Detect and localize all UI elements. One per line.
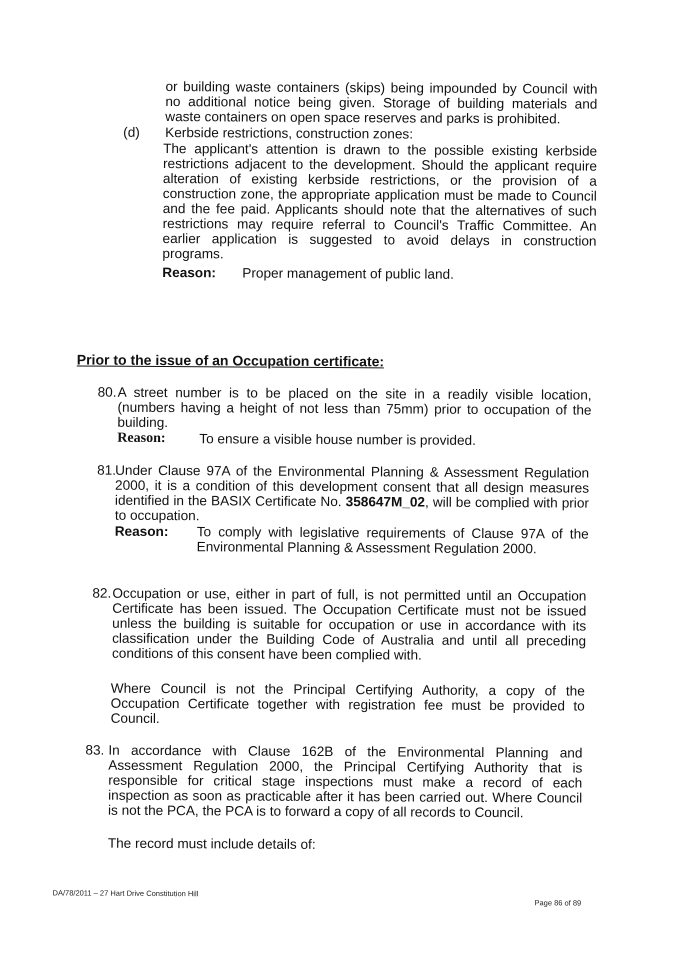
footer-page-number: Page 86 of 89 [534, 898, 582, 908]
item-d-title: Kerbside restrictions, construction zones: [165, 125, 414, 142]
continuation-paragraph [165, 79, 597, 127]
reason-label: Reason: [162, 264, 217, 281]
condition-81-text-before: Under Clause 97A of the Environmental Planning & Assessment Regulation 2000, it is a condition of this development consent that all design measures identified in the BASIX Certificate No. [114, 462, 590, 510]
condition-83-number: 83. [85, 742, 105, 758]
condition-81 [115, 463, 589, 526]
condition-83-text: In accordance with Clause 162B of the Environmental Planning and Assessment Regulation 2000, the Principal Certifying Authority that is responsible for critical stage inspections must make a record of each inspection as soon as practicable after it has been carried out. Where Council is not the PCA, the PCA is to forward a copy of all records to Council. [108, 742, 583, 821]
basix-certificate-number: 358647M_02 [345, 494, 426, 510]
condition-82-text: Occupation or use, either in part of full, is not permitted until an Occupation Certificate has been issued. The Occupation Certificate must not be issued unless the building is suitable for occupation or use in accordance with its classification under the Building Code of Australia and until all preceding conditions of this consent have been complied with. [111, 585, 587, 663]
condition-82-para2 [111, 681, 585, 729]
condition-82 [112, 586, 586, 664]
footer-reference: DA/78/2011 – 27 Hart Drive Constitution Hill [52, 888, 199, 899]
condition-80-number: 80. [97, 384, 117, 400]
condition-80 [117, 385, 591, 433]
condition-83-text2: The record must include details of: [107, 835, 316, 852]
item-d-body [162, 141, 597, 264]
item-d-label: (d) [123, 124, 140, 140]
condition-83 [108, 743, 582, 821]
condition-81-text-after: , will be complied with prior to occupation. [114, 494, 589, 524]
reason-text: To comply with legislative requirements of Clause 97A of the Environmental Planning & Assessment Regulation 2000. [196, 524, 589, 557]
condition-82-text2: Where Council is not the Principal Certifying Authority, a copy of the Occupation Certificate together with registration fee must be provided to Council. [110, 680, 585, 726]
condition-83-para2 [108, 836, 582, 854]
condition-81-number: 81. [97, 462, 117, 478]
reason-text: To ensure a visible house number is provided. [199, 431, 476, 448]
condition-80-text: A street number is to be placed on the site in a readily visible location, (numbers having a height of not less than 75mm) prior to occupation of the building. [117, 384, 592, 431]
reason-text: Proper management of public land. [242, 265, 454, 282]
condition-81-text [115, 463, 589, 526]
section-heading: Prior to the issue of an Occupation certificate: [76, 351, 385, 370]
reason-label: Reason: [117, 430, 166, 447]
continuation-text: or building waste containers (skips) being impounded by Council with no additional notice being given. Storage of building materials and waste containers on open space reserves and parks is prohibited. [165, 79, 598, 127]
item-d-body-text: The applicant's attention is drawn to the possible existing kerbside restrictions adjacent to the development. Should the applicant require alteration of existing kerbside restrictions, or the provision of a construction zone, the appropriate application must be made to Council and the fee paid. Applicants should note that the alternatives of such restrictions may require referral to Council's Traffic Committee. An earlier application is suggested to avoid delays in construction programs. [162, 140, 598, 262]
condition-82-number: 82. [92, 585, 112, 601]
reason-label: Reason: [114, 523, 169, 540]
